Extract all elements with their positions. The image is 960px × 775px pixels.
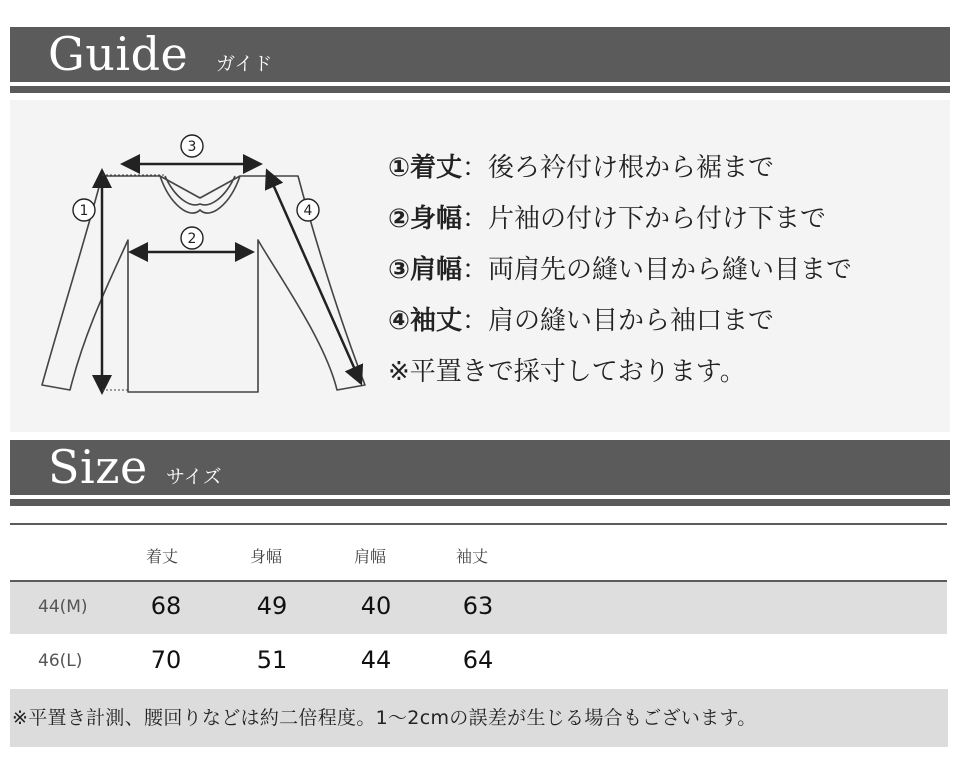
size-value-shoulder-width: 44 <box>360 646 392 674</box>
svg-text:4: 4 <box>303 203 313 219</box>
size-value-length: 70 <box>150 646 182 674</box>
column-header-length: 着丈 <box>146 547 179 566</box>
size-footnote <box>10 689 948 747</box>
table-row <box>10 582 947 634</box>
svg-text:3: 3 <box>187 139 197 155</box>
guide-item-marker: ① <box>388 153 411 183</box>
size-footnote-text: ※平置き計測、腰回りなどは約二倍程度。1～2cmの誤差が生じる場合もございます。 <box>12 707 757 729</box>
size-subtitle: サイズ <box>166 466 222 488</box>
guide-item-marker: ② <box>388 204 411 234</box>
guide-item-marker: ④ <box>388 306 411 336</box>
size-value-body-width: 51 <box>256 646 288 674</box>
svg-text:1: 1 <box>79 203 89 219</box>
size-value-sleeve-length: 63 <box>462 592 494 620</box>
column-header-body-width: 身幅 <box>250 547 283 566</box>
size-value-body-width: 49 <box>256 592 288 620</box>
size-title: Size <box>48 440 148 494</box>
guide-subtitle: ガイド <box>216 53 273 75</box>
guide-item-marker: ③ <box>388 255 411 285</box>
guide-item-desc: ：肩の縫い目から袖口まで <box>462 306 775 336</box>
guide-note: ※平置きで採寸しております。 <box>388 357 746 387</box>
guide-item-term: 袖丈 <box>410 306 463 336</box>
shirt-diagram <box>30 27 370 400</box>
guide-item-desc: ：片袖の付け下から付け下まで <box>462 204 827 234</box>
table-row <box>10 636 947 688</box>
guide-item-desc: ：両肩先の縫い目から縫い目まで <box>462 255 853 285</box>
svg-text:2: 2 <box>187 231 197 247</box>
guide-item-length <box>388 148 852 199</box>
guide-item-body-width <box>388 199 852 250</box>
size-value-length: 68 <box>150 592 182 620</box>
column-header-shoulder-width: 肩幅 <box>354 547 387 566</box>
guide-item-term: 着丈 <box>410 153 463 183</box>
guide-item-term: 肩幅 <box>410 255 463 285</box>
guide-item-shoulder-width <box>388 250 852 301</box>
size-table-top-rule <box>10 523 947 525</box>
size-banner-rule <box>10 499 950 506</box>
guide-item-sleeve-length <box>388 301 852 352</box>
marker-2 <box>181 227 203 249</box>
marker-4 <box>297 199 319 221</box>
size-label: 44(M) <box>38 597 88 617</box>
size-label: 46(L) <box>38 651 83 671</box>
size-value-shoulder-width: 40 <box>360 592 392 620</box>
column-header-sleeve-length: 袖丈 <box>456 547 489 566</box>
size-banner <box>10 440 950 495</box>
guide-title: Guide <box>48 27 189 81</box>
guide-item-term: 身幅 <box>410 204 463 234</box>
guide-item-desc: ：後ろ衿付け根から裾まで <box>462 153 775 183</box>
size-value-sleeve-length: 64 <box>462 646 494 674</box>
marker-1 <box>73 199 95 221</box>
guide-description-list <box>388 148 852 403</box>
marker-3 <box>181 135 203 157</box>
